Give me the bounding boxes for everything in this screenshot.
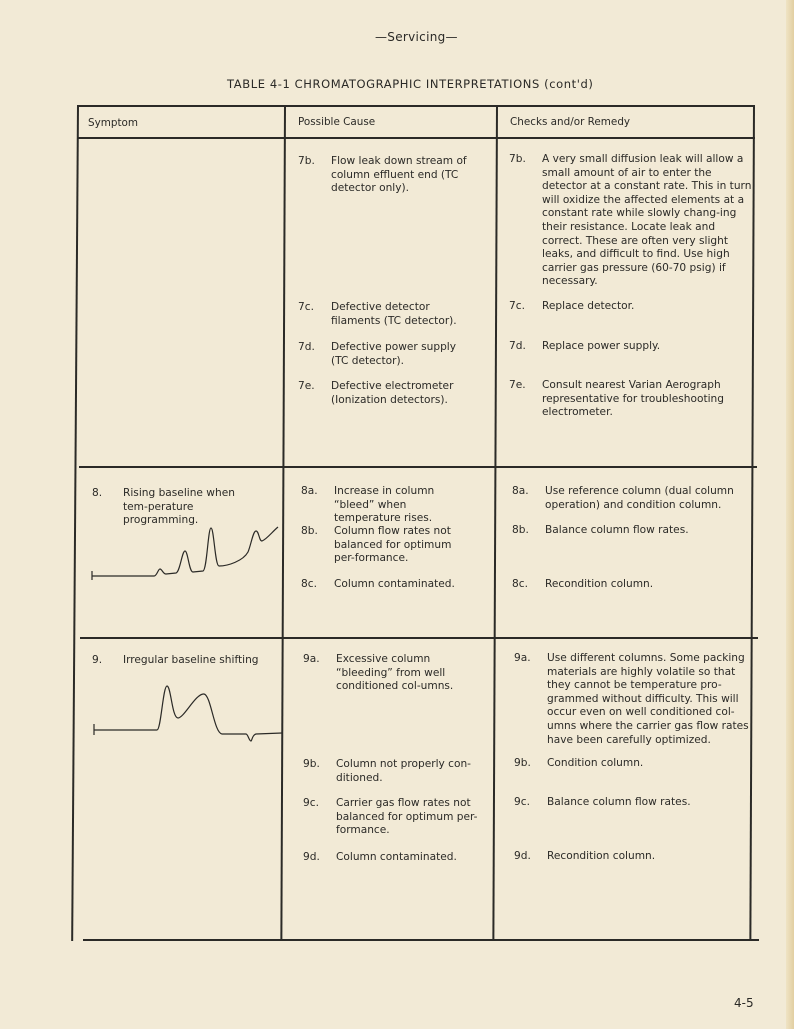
remedy-number: 7d. [509,340,526,352]
symptom-number: 9. [92,654,103,666]
cause-number: 9d. [303,851,320,863]
cause-text: Carrier gas flow rates not balanced for optimum per-formance. [336,797,478,837]
cause-number: 9a. [303,653,320,665]
symptom-text: Irregular baseline shifting [123,654,259,666]
remedy-number: 8c. [512,578,528,590]
column-header-cause: Possible Cause [298,116,376,128]
cause-text: Column not properly con-ditioned. [336,758,472,784]
remedy-text: Condition column. [547,757,644,769]
remedy-number: 8b. [512,524,529,536]
cause-text: Excessive column “bleeding” from well conditioned col-umns. [336,653,454,693]
table-title: TABLE 4-1 CHROMATOGRAPHIC INTERPRETATIONS (cont'd) [227,77,594,91]
cause-text: Column contaminated. [334,578,455,590]
remedy-text: Balance column flow rates. [547,796,691,808]
cause-number: 9c. [303,797,319,809]
cause-number: 7e. [298,380,315,392]
remedy-text: Balance column flow rates. [545,524,689,536]
cause-text: Column contaminated. [336,851,457,863]
remedy-text: Recondition column. [547,850,656,862]
cause-number: 8a. [301,485,318,497]
remedy-number: 8a. [512,485,529,497]
symptom-number: 8. [92,487,103,499]
cause-number: 8b. [301,525,318,537]
cause-number: 7b. [298,155,315,167]
remedy-text: Replace power supply. [542,340,661,352]
page-number: 4-5 [734,996,754,1010]
remedy-number: 7c. [509,300,525,312]
remedy-text: Recondition column. [545,578,654,590]
cause-text: Column flow rates not balanced for optimum per-formance. [334,525,452,565]
cause-number: 8c. [301,578,317,590]
remedy-number: 9a. [514,652,531,664]
remedy-number: 9b. [514,757,531,769]
column-header-remedy: Checks and/or Remedy [510,116,631,128]
remedy-text: Consult nearest Varian Aerograph representative for troubleshooting electrometer. [542,379,724,419]
irregular-baseline-chromatogram [94,686,282,741]
remedy-number: 9d. [514,850,531,862]
remedy-text: Replace detector. [542,300,635,312]
remedy-number: 7e. [509,379,526,391]
cause-text: Defective power supply (TC detector). [331,341,457,367]
cause-text: Increase in column “bleed” when temperature rises. [334,485,435,525]
running-head: —Servicing— [375,30,458,44]
remedy-number: 7b. [509,153,526,165]
cause-text: Defective detector filaments (TC detector). [331,301,457,327]
remedy-text: Use different columns. Some packing materials are highly volatile so that they cannot be temperature pro-grammed without difficulty. This will occur even on well conditioned col-umns where the carrier gas flow rates have been carefully optimized. [547,652,749,746]
column-header-symptom: Symptom [88,117,139,129]
cause-text: Flow leak down stream of column effluent end (TC detector only). [331,155,467,195]
cause-number: 7c. [298,301,314,313]
cause-number: 7d. [298,341,315,353]
cause-text: Defective electrometer (Ionization detectors). [331,380,454,406]
remedy-text: Use reference column (dual column operation) and condition column. [545,485,734,511]
cause-number: 9b. [303,758,320,770]
symptom-text: Rising baseline when tem-perature programming. [123,487,235,527]
remedy-number: 9c. [514,796,530,808]
rising-baseline-chromatogram [92,527,278,580]
remedy-text: A very small diffusion leak will allow a small amount of air to enter the detector at a constant rate. This in turn will oxidize the affected elements at a constant rate while slowly chang-ing their resistance. Locate leak and correct. These are often very slight leaks, and difficult to find. Use high carrier gas pressure (60-70 psig) if necessary. [542,153,752,288]
